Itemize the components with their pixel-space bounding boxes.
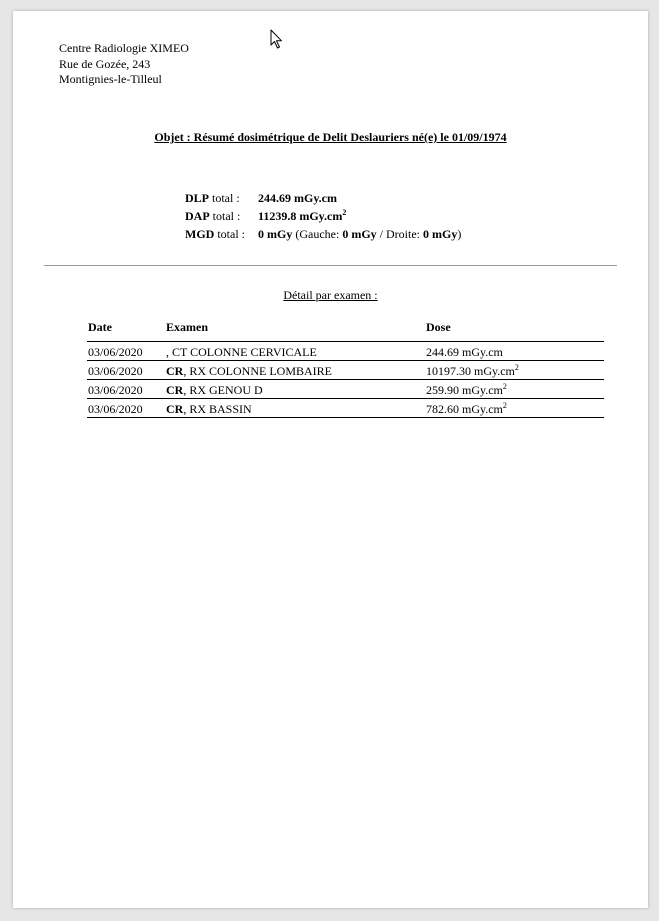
- cell-modality: CR: [166, 364, 184, 378]
- subject-line: Objet : Résumé dosimétrique de Delit Deslauriers né(e) le 01/09/1974: [154, 130, 507, 144]
- cell-exam: [165, 342, 425, 361]
- dlp-label-abbr: DLP: [185, 191, 209, 205]
- detail-title: Détail par examen :: [283, 288, 378, 302]
- mgd-close: ): [457, 227, 462, 241]
- cell-date: 03/06/2020: [87, 399, 165, 418]
- cell-exam: [165, 399, 425, 418]
- dose-summary: [185, 191, 461, 245]
- cell-exam-name: , RX GENOU D: [183, 383, 263, 397]
- cell-dose-value: 259.90 mGy.cm: [426, 383, 503, 397]
- header-date: Date: [87, 317, 165, 342]
- cell-modality: CR: [166, 402, 184, 416]
- cell-dose: [425, 361, 604, 380]
- cell-exam: [165, 380, 425, 399]
- cell-modality: CR: [166, 383, 184, 397]
- cell-exam: [165, 361, 425, 380]
- sender-address: [59, 41, 189, 88]
- cell-dose: [425, 399, 604, 418]
- header-exam: Examen: [165, 317, 425, 342]
- cell-dose-value: 782.60 mGy.cm: [426, 402, 503, 416]
- table-row: [87, 361, 604, 380]
- horizontal-divider: [44, 265, 617, 266]
- cell-exam-name: , RX BASSIN: [183, 402, 252, 416]
- cell-date: 03/06/2020: [87, 342, 165, 361]
- cell-date: 03/06/2020: [87, 380, 165, 399]
- mgd-right-label: / Droite:: [376, 227, 423, 241]
- exam-detail-table: [87, 317, 604, 418]
- mgd-label-abbr: MGD: [185, 227, 215, 241]
- cell-dose-value: 244.69 mGy.cm: [426, 345, 503, 359]
- mouse-pointer-icon: [270, 29, 284, 49]
- dap-label-suffix: total :: [212, 209, 241, 223]
- document-page: [13, 11, 648, 908]
- cell-exam-name: , RX COLONNE LOMBAIRE: [183, 364, 333, 378]
- sender-street: Rue de Gozée, 243: [59, 56, 151, 71]
- table-row: [87, 342, 604, 361]
- cell-dose: [425, 380, 604, 399]
- dlp-row: [185, 191, 461, 209]
- mgd-value: 0 mGy: [258, 227, 293, 241]
- dap-row: [185, 209, 461, 227]
- cell-date: 03/06/2020: [87, 361, 165, 380]
- sender-city: Montignies-le-Tilleul: [59, 72, 162, 86]
- dlp-label-suffix: total :: [212, 191, 240, 205]
- mgd-left-label: (Gauche:: [292, 227, 343, 241]
- mgd-right-value: 0 mGy: [423, 227, 458, 241]
- table-header-row: [87, 317, 604, 342]
- dap-value: 11239.8 mGy.cm: [258, 209, 343, 223]
- mgd-label-suffix: total :: [217, 227, 245, 241]
- table-row: [87, 380, 604, 399]
- cell-dose-value: 10197.30 mGy.cm: [426, 364, 515, 378]
- mgd-row: [185, 227, 461, 245]
- cell-dose-exponent: 2: [502, 382, 507, 391]
- header-dose: Dose: [425, 317, 604, 342]
- sender-name: Centre Radiologie XIMEO: [59, 41, 189, 55]
- mgd-left-value: 0 mGy: [342, 227, 377, 241]
- cell-exam-name: , CT COLONNE CERVICALE: [166, 345, 317, 359]
- dap-unit-exponent: 2: [342, 208, 347, 217]
- cell-dose-exponent: 2: [502, 401, 507, 410]
- cell-dose: [425, 342, 604, 361]
- table-row: [87, 399, 604, 418]
- dlp-value: 244.69 mGy.cm: [258, 191, 337, 205]
- cell-dose-exponent: 2: [514, 363, 519, 372]
- dap-label-abbr: DAP: [185, 209, 210, 223]
